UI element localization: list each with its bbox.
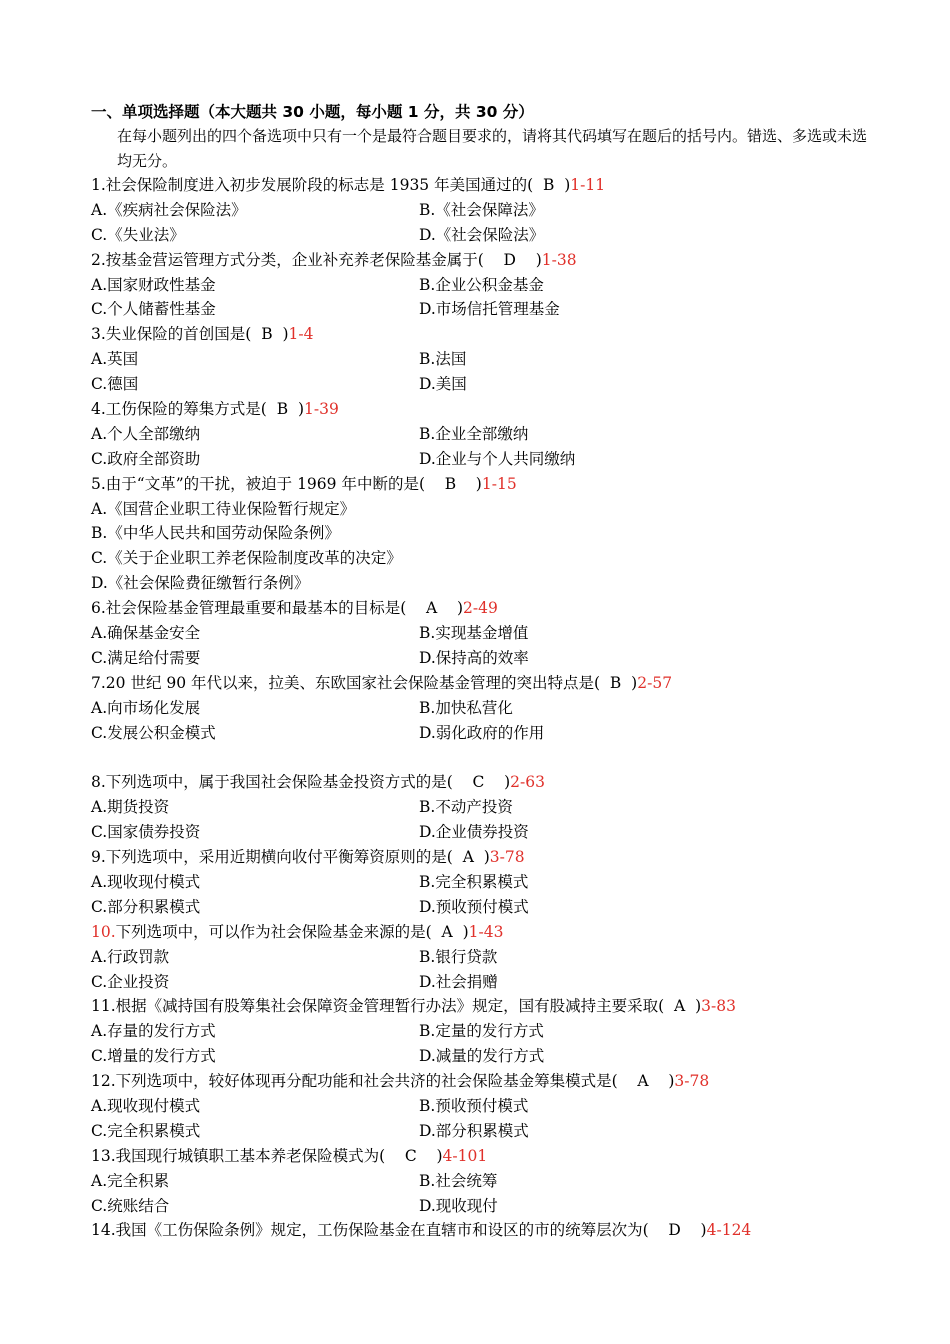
answer-option: D.部分积累模式 — [419, 1121, 529, 1140]
page-reference: 2-63 — [510, 773, 545, 792]
question-number: 7. — [91, 673, 106, 692]
option-list — [91, 198, 911, 248]
question-text: 20 世纪 90 年代以来，拉美、东欧国家社会保险基金管理的突出特点是( B ) — [105, 673, 638, 692]
question-number: 11. — [91, 997, 116, 1016]
answer-option: D.现收现付 — [419, 1196, 498, 1215]
question-number: 14. — [91, 1221, 116, 1240]
answer-option: B.《社会保障法》 — [419, 200, 544, 219]
question-stem — [91, 248, 911, 273]
question-list — [91, 173, 911, 1243]
question-number: 2. — [91, 250, 106, 269]
answer-option: B.定量的发行方式 — [419, 1022, 544, 1041]
page-reference: 3-78 — [489, 848, 525, 867]
answer-option: A.《国营企业职工待业保险暂行规定》 — [91, 499, 356, 518]
page-reference: 1-39 — [304, 400, 339, 419]
answer-option: D.市场信托管理基金 — [419, 300, 560, 319]
question-item — [91, 472, 911, 596]
question-text: 我国《工伤保险条例》规定，工伤保险基金在直辖市和设区的市的统筹层次为( D ) — [115, 1221, 707, 1240]
question-number: 1. — [91, 176, 106, 194]
page-reference: 1-15 — [481, 474, 517, 493]
page-reference: 4-124 — [706, 1221, 752, 1240]
answer-option: D.企业债券投资 — [419, 823, 529, 842]
option-list — [91, 1094, 911, 1144]
answer-option: D.企业与个人共同缴纳 — [419, 449, 576, 468]
question-item — [91, 671, 911, 746]
page-reference: 2-49 — [463, 599, 498, 618]
option-list — [91, 795, 911, 845]
question-stem — [91, 770, 911, 795]
answer-option: C.政府全部资助 — [91, 449, 201, 468]
question-number: 4. — [91, 400, 106, 419]
question-text: 社会保险制度进入初步发展阶段的标志是 1935 年美国通过的( B ) — [105, 176, 571, 194]
question-number: 6. — [91, 599, 106, 618]
question-item — [91, 248, 911, 323]
page-reference: 1-43 — [468, 922, 504, 941]
question-stem — [91, 596, 911, 621]
question-stem — [91, 671, 911, 696]
option-list — [91, 497, 911, 597]
option-list — [91, 870, 911, 920]
question-stem — [91, 472, 911, 497]
question-number: 3. — [91, 325, 106, 344]
question-stem — [91, 1218, 911, 1243]
question-number: 8. — [91, 773, 106, 792]
question-item — [91, 322, 911, 397]
option-list — [91, 696, 911, 746]
question-number: 12. — [91, 1072, 116, 1091]
answer-option: B.不动产投资 — [419, 798, 513, 817]
answer-option: C.《关于企业职工养老保险制度改革的决定》 — [91, 549, 402, 568]
question-text: 下列选项中，可以作为社会保险基金来源的是( A ) — [115, 922, 469, 941]
question-text: 工伤保险的筹集方式是( B ) — [105, 400, 304, 419]
page-reference: 3-83 — [701, 997, 736, 1016]
question-text: 下列选项中，采用近期横向收付平衡筹资原则的是( A ) — [105, 848, 490, 867]
question-number: 9. — [91, 848, 106, 867]
answer-option: C.德国 — [91, 375, 139, 394]
answer-option: B.社会统筹 — [419, 1171, 498, 1190]
question-text: 下列选项中，较好体现再分配功能和社会共济的社会保险基金筹集模式是( A ) — [115, 1072, 675, 1091]
question-item — [91, 920, 911, 995]
answer-option: A.现收现付模式 — [91, 1096, 201, 1115]
answer-option: C.企业投资 — [91, 972, 170, 991]
question-item — [91, 994, 911, 1069]
answer-option: C.统账结合 — [91, 1196, 170, 1215]
answer-option: A.向市场化发展 — [91, 698, 201, 717]
answer-option: C.部分积累模式 — [91, 897, 201, 916]
answer-option: D.美国 — [419, 375, 467, 394]
question-item — [91, 173, 911, 248]
question-stem — [91, 1069, 911, 1094]
question-stem — [91, 994, 911, 1019]
page-reference: 2-57 — [637, 673, 673, 692]
question-item — [91, 397, 911, 472]
question-text: 我国现行城镇职工基本养老保险模式为( C ) — [115, 1146, 443, 1165]
answer-option: D.预收预付模式 — [419, 897, 529, 916]
section-instruction: 在每小题列出的四个备选项中只有一个是最符合题目要求的，请将其代码填写在题后的括号内。错选、多选或未选均无分。 — [117, 127, 868, 170]
answer-option: D.社会捐赠 — [419, 972, 498, 991]
answer-option: A.国家财政性基金 — [91, 275, 216, 294]
question-stem — [91, 397, 911, 422]
question-text: 由于“文革”的干扰，被迫于 1969 年中断的是( B ) — [105, 474, 482, 493]
question-item — [91, 1144, 911, 1219]
page-reference: 3-78 — [674, 1072, 710, 1091]
option-list — [91, 1019, 911, 1069]
answer-option: D.《社会保险费征缴暂行条例》 — [91, 574, 310, 593]
question-item — [91, 845, 911, 920]
answer-option: C.满足给付需要 — [91, 648, 201, 667]
answer-option: C.个人储蓄性基金 — [91, 300, 216, 319]
answer-option: C.增量的发行方式 — [91, 1047, 216, 1066]
option-list — [91, 945, 911, 995]
section-title: 一、单项选择题（本大题共 30 小题，每小题 1 分，共 30 分） — [91, 103, 534, 121]
option-list — [91, 273, 911, 323]
answer-option: B.《中华人民共和国劳动保险条例》 — [91, 524, 340, 543]
answer-option: A.确保基金安全 — [91, 624, 201, 643]
answer-option: A.行政罚款 — [91, 947, 170, 966]
question-number: 10. — [91, 922, 116, 941]
answer-option: A.英国 — [91, 350, 139, 369]
page-reference: 1-4 — [288, 325, 314, 344]
option-list — [91, 1169, 911, 1219]
question-item — [91, 1069, 911, 1144]
answer-option: B.预收预付模式 — [419, 1096, 529, 1115]
answer-option: A.完全积累 — [91, 1171, 170, 1190]
answer-option: D.保持高的效率 — [419, 648, 529, 667]
question-text: 失业保险的首创国是( B ) — [105, 325, 289, 344]
answer-option: A.期货投资 — [91, 798, 170, 817]
answer-option: A.《疾病社会保险法》 — [91, 200, 247, 219]
question-item — [91, 1218, 911, 1243]
question-text: 根据《减持国有股筹集社会保障资金管理暂行办法》规定，国有股减持主要采取( A ) — [115, 997, 702, 1016]
answer-option: A.个人全部缴纳 — [91, 424, 201, 443]
question-item — [91, 770, 911, 845]
answer-option: B.加快私营化 — [419, 698, 513, 717]
question-stem — [91, 845, 911, 870]
option-list — [91, 347, 911, 397]
page-reference: 4-101 — [442, 1146, 488, 1165]
answer-option: D.《社会保险法》 — [419, 225, 545, 244]
question-number: 13. — [91, 1146, 116, 1165]
answer-option: D.减量的发行方式 — [419, 1047, 545, 1066]
question-stem — [91, 173, 911, 198]
answer-option: C.国家债券投资 — [91, 823, 201, 842]
question-number: 5. — [91, 474, 106, 493]
answer-option: A.现收现付模式 — [91, 872, 201, 891]
question-text: 社会保险基金管理最重要和最基本的目标是( A ) — [105, 599, 464, 618]
answer-option: A.存量的发行方式 — [91, 1022, 216, 1041]
page-reference: 1-11 — [570, 176, 606, 194]
question-text: 按基金营运管理方式分类，企业补充养老保险基金属于( D ) — [105, 250, 542, 269]
answer-option: B.法国 — [419, 350, 467, 369]
question-stem — [91, 322, 911, 347]
answer-option: C.《失业法》 — [91, 225, 185, 244]
answer-option: B.企业公积金基金 — [419, 275, 544, 294]
option-list — [91, 422, 911, 472]
answer-option: C.发展公积金模式 — [91, 723, 216, 742]
question-stem — [91, 920, 911, 945]
answer-option: B.企业全部缴纳 — [419, 424, 529, 443]
answer-option: B.完全积累模式 — [419, 872, 529, 891]
page-reference: 1-38 — [541, 250, 577, 269]
question-item — [91, 596, 911, 671]
question-stem — [91, 1144, 911, 1169]
question-text: 下列选项中，属于我国社会保险基金投资方式的是( C ) — [105, 773, 511, 792]
answer-option: B.银行贷款 — [419, 947, 498, 966]
answer-option: B.实现基金增值 — [419, 624, 529, 643]
answer-option: C.完全积累模式 — [91, 1121, 201, 1140]
option-list — [91, 621, 911, 671]
answer-option: D.弱化政府的作用 — [419, 723, 545, 742]
